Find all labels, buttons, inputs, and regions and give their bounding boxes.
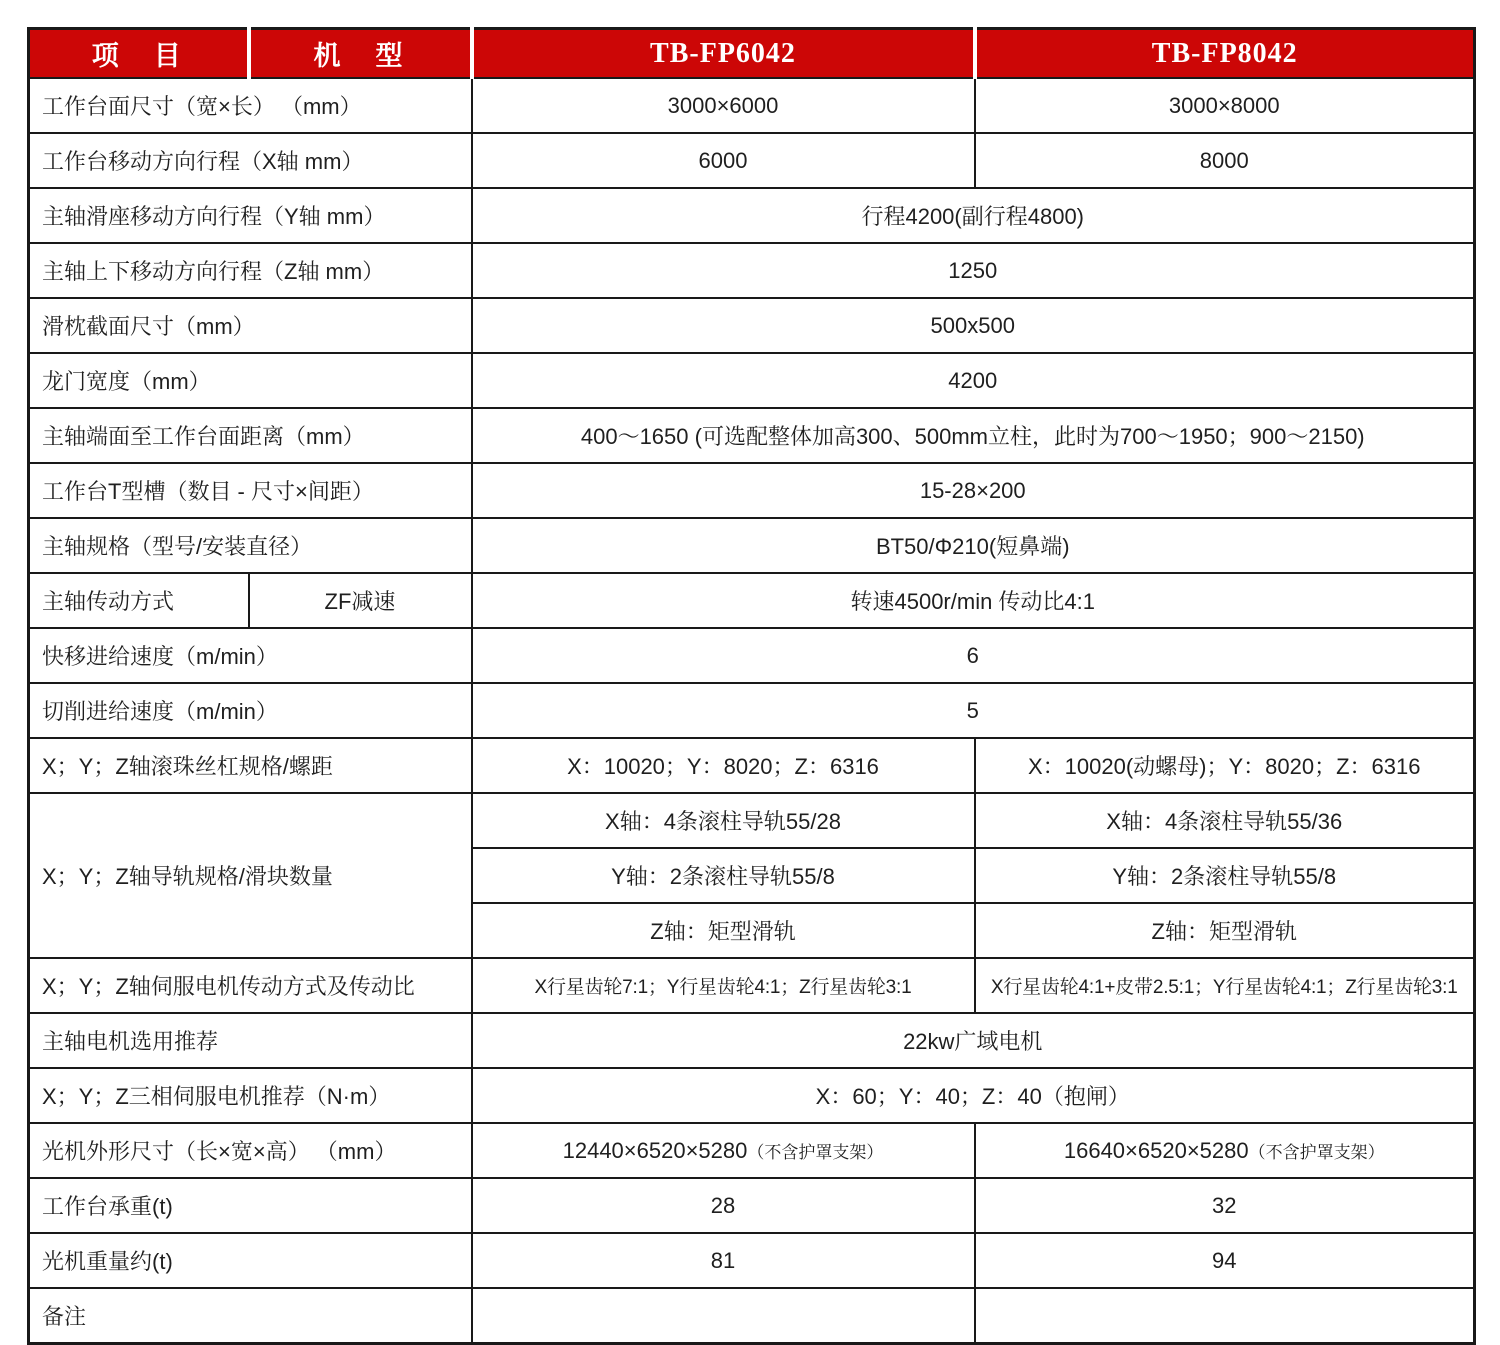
row-cutting-feed	[29, 683, 1475, 738]
spec-value-fp6042: 6000	[472, 133, 975, 188]
dims-main: 12440×6520×5280	[562, 1137, 748, 1163]
row-spindle-spec	[29, 518, 1475, 573]
spec-value-merged: 400～1650 (可选配整体加高300、500mm立柱，此时为700～1950；900～2150)	[472, 408, 1475, 463]
dims-note: （不含护罩支架）	[1248, 1142, 1385, 1162]
spec-label: 切削进给速度（m/min）	[29, 683, 472, 738]
row-spindle-to-table	[29, 408, 1475, 463]
spec-value-merged: 15-28×200	[472, 463, 1475, 518]
spec-value-merged: 转速4500r/min 传动比4:1	[472, 573, 1475, 628]
spec-label: 龙门宽度（mm）	[29, 353, 472, 408]
spec-value-merged: 1250	[472, 243, 1475, 298]
spec-value-fp8042: X行星齿轮4:1+皮带2.5:1；Y行星齿轮4:1；Z行星齿轮3:1	[975, 958, 1475, 1013]
spec-value-fp6042: X轴：4条滚柱导轨55/28	[472, 793, 975, 848]
row-servo-motor	[29, 1068, 1475, 1123]
row-gantry-width	[29, 353, 1475, 408]
spec-label: 主轴电机选用推荐	[29, 1013, 472, 1068]
spec-value-fp6042: 28	[472, 1178, 975, 1233]
spec-sublabel: ZF减速	[249, 573, 472, 628]
spec-value-fp6042: Y轴：2条滚柱导轨55/8	[472, 848, 975, 903]
spec-label: 主轴滑座移动方向行程（Y轴 mm）	[29, 188, 472, 243]
row-worktable-size	[29, 78, 1475, 133]
row-machine-dims	[29, 1123, 1475, 1178]
spec-value-fp8042: 32	[975, 1178, 1475, 1233]
spec-value-fp8042: 3000×8000	[975, 78, 1475, 133]
spec-value-merged: 4200	[472, 353, 1475, 408]
spec-label: X；Y；Z轴导轨规格/滑块数量	[29, 793, 472, 958]
spec-table	[27, 27, 1476, 1345]
spec-value-fp6042	[472, 1123, 975, 1178]
spec-label: 工作台承重(t)	[29, 1178, 472, 1233]
dims-main: 16640×6520×5280	[1063, 1137, 1249, 1163]
row-x-travel	[29, 133, 1475, 188]
row-z-travel	[29, 243, 1475, 298]
row-machine-weight	[29, 1233, 1475, 1288]
spec-value-fp6042: X：10020；Y：8020；Z：6316	[472, 738, 975, 793]
spec-value-fp8042	[975, 1123, 1475, 1178]
spec-label: 滑枕截面尺寸（mm）	[29, 298, 472, 353]
spec-label: X；Y；Z轴滚珠丝杠规格/螺距	[29, 738, 472, 793]
row-guideway-x	[29, 793, 1475, 848]
spec-label: 主轴传动方式	[29, 573, 249, 628]
row-servo-drive	[29, 958, 1475, 1013]
spec-value-merged: 行程4200(副行程4800)	[472, 188, 1475, 243]
header-row	[29, 29, 1475, 79]
row-ballscrew	[29, 738, 1475, 793]
row-y-travel	[29, 188, 1475, 243]
spec-label: 主轴规格（型号/安装直径）	[29, 518, 472, 573]
spec-value-fp8042: 8000	[975, 133, 1475, 188]
spec-label: 光机外形尺寸（长×宽×高） （mm）	[29, 1123, 472, 1178]
spec-value-merged: 6	[472, 628, 1475, 683]
spec-value-fp6042: 3000×6000	[472, 78, 975, 133]
spec-label: 主轴端面至工作台面距离（mm）	[29, 408, 472, 463]
spec-value-fp8042	[975, 1288, 1475, 1344]
spec-value-merged: 22kw广域电机	[472, 1013, 1475, 1068]
spec-value-fp8042: X轴：4条滚柱导轨55/36	[975, 793, 1475, 848]
header-model-fp8042: TB-FP8042	[975, 29, 1475, 79]
row-spindle-motor	[29, 1013, 1475, 1068]
row-spindle-drive	[29, 573, 1475, 628]
row-rapid-feed	[29, 628, 1475, 683]
row-ram-section	[29, 298, 1475, 353]
spec-value-merged: X：60；Y：40；Z：40（抱闸）	[472, 1068, 1475, 1123]
spec-label: 快移进给速度（m/min）	[29, 628, 472, 683]
spec-label: 光机重量约(t)	[29, 1233, 472, 1288]
spec-value-fp6042: Z轴：矩型滑轨	[472, 903, 975, 958]
header-model-fp6042: TB-FP6042	[472, 29, 975, 79]
spec-label: X；Y；Z轴伺服电机传动方式及传动比	[29, 958, 472, 1013]
row-table-load	[29, 1178, 1475, 1233]
spec-value-fp6042	[472, 1288, 975, 1344]
spec-value-fp8042: X：10020(动螺母)；Y：8020；Z：6316	[975, 738, 1475, 793]
spec-value-fp8042: Z轴：矩型滑轨	[975, 903, 1475, 958]
spec-label: 备注	[29, 1288, 472, 1344]
row-t-slot	[29, 463, 1475, 518]
header-item: 项 目	[29, 29, 249, 79]
header-model: 机 型	[249, 29, 472, 79]
spec-value-fp8042: 94	[975, 1233, 1475, 1288]
spec-value-fp8042: Y轴：2条滚柱导轨55/8	[975, 848, 1475, 903]
spec-value-fp6042: 81	[472, 1233, 975, 1288]
spec-label: 工作台T型槽（数目 - 尺寸×间距）	[29, 463, 472, 518]
spec-label: X；Y；Z三相伺服电机推荐（N·m）	[29, 1068, 472, 1123]
spec-label: 主轴上下移动方向行程（Z轴 mm）	[29, 243, 472, 298]
spec-value-merged: 500x500	[472, 298, 1475, 353]
spec-label: 工作台移动方向行程（X轴 mm）	[29, 133, 472, 188]
spec-value-merged: BT50/Φ210(短鼻端)	[472, 518, 1475, 573]
dims-note: （不含护罩支架）	[747, 1142, 884, 1162]
spec-value-merged: 5	[472, 683, 1475, 738]
row-remarks	[29, 1288, 1475, 1344]
spec-value-fp6042: X行星齿轮7:1；Y行星齿轮4:1；Z行星齿轮3:1	[472, 958, 975, 1013]
spec-label: 工作台面尺寸（宽×长） （mm）	[29, 78, 472, 133]
